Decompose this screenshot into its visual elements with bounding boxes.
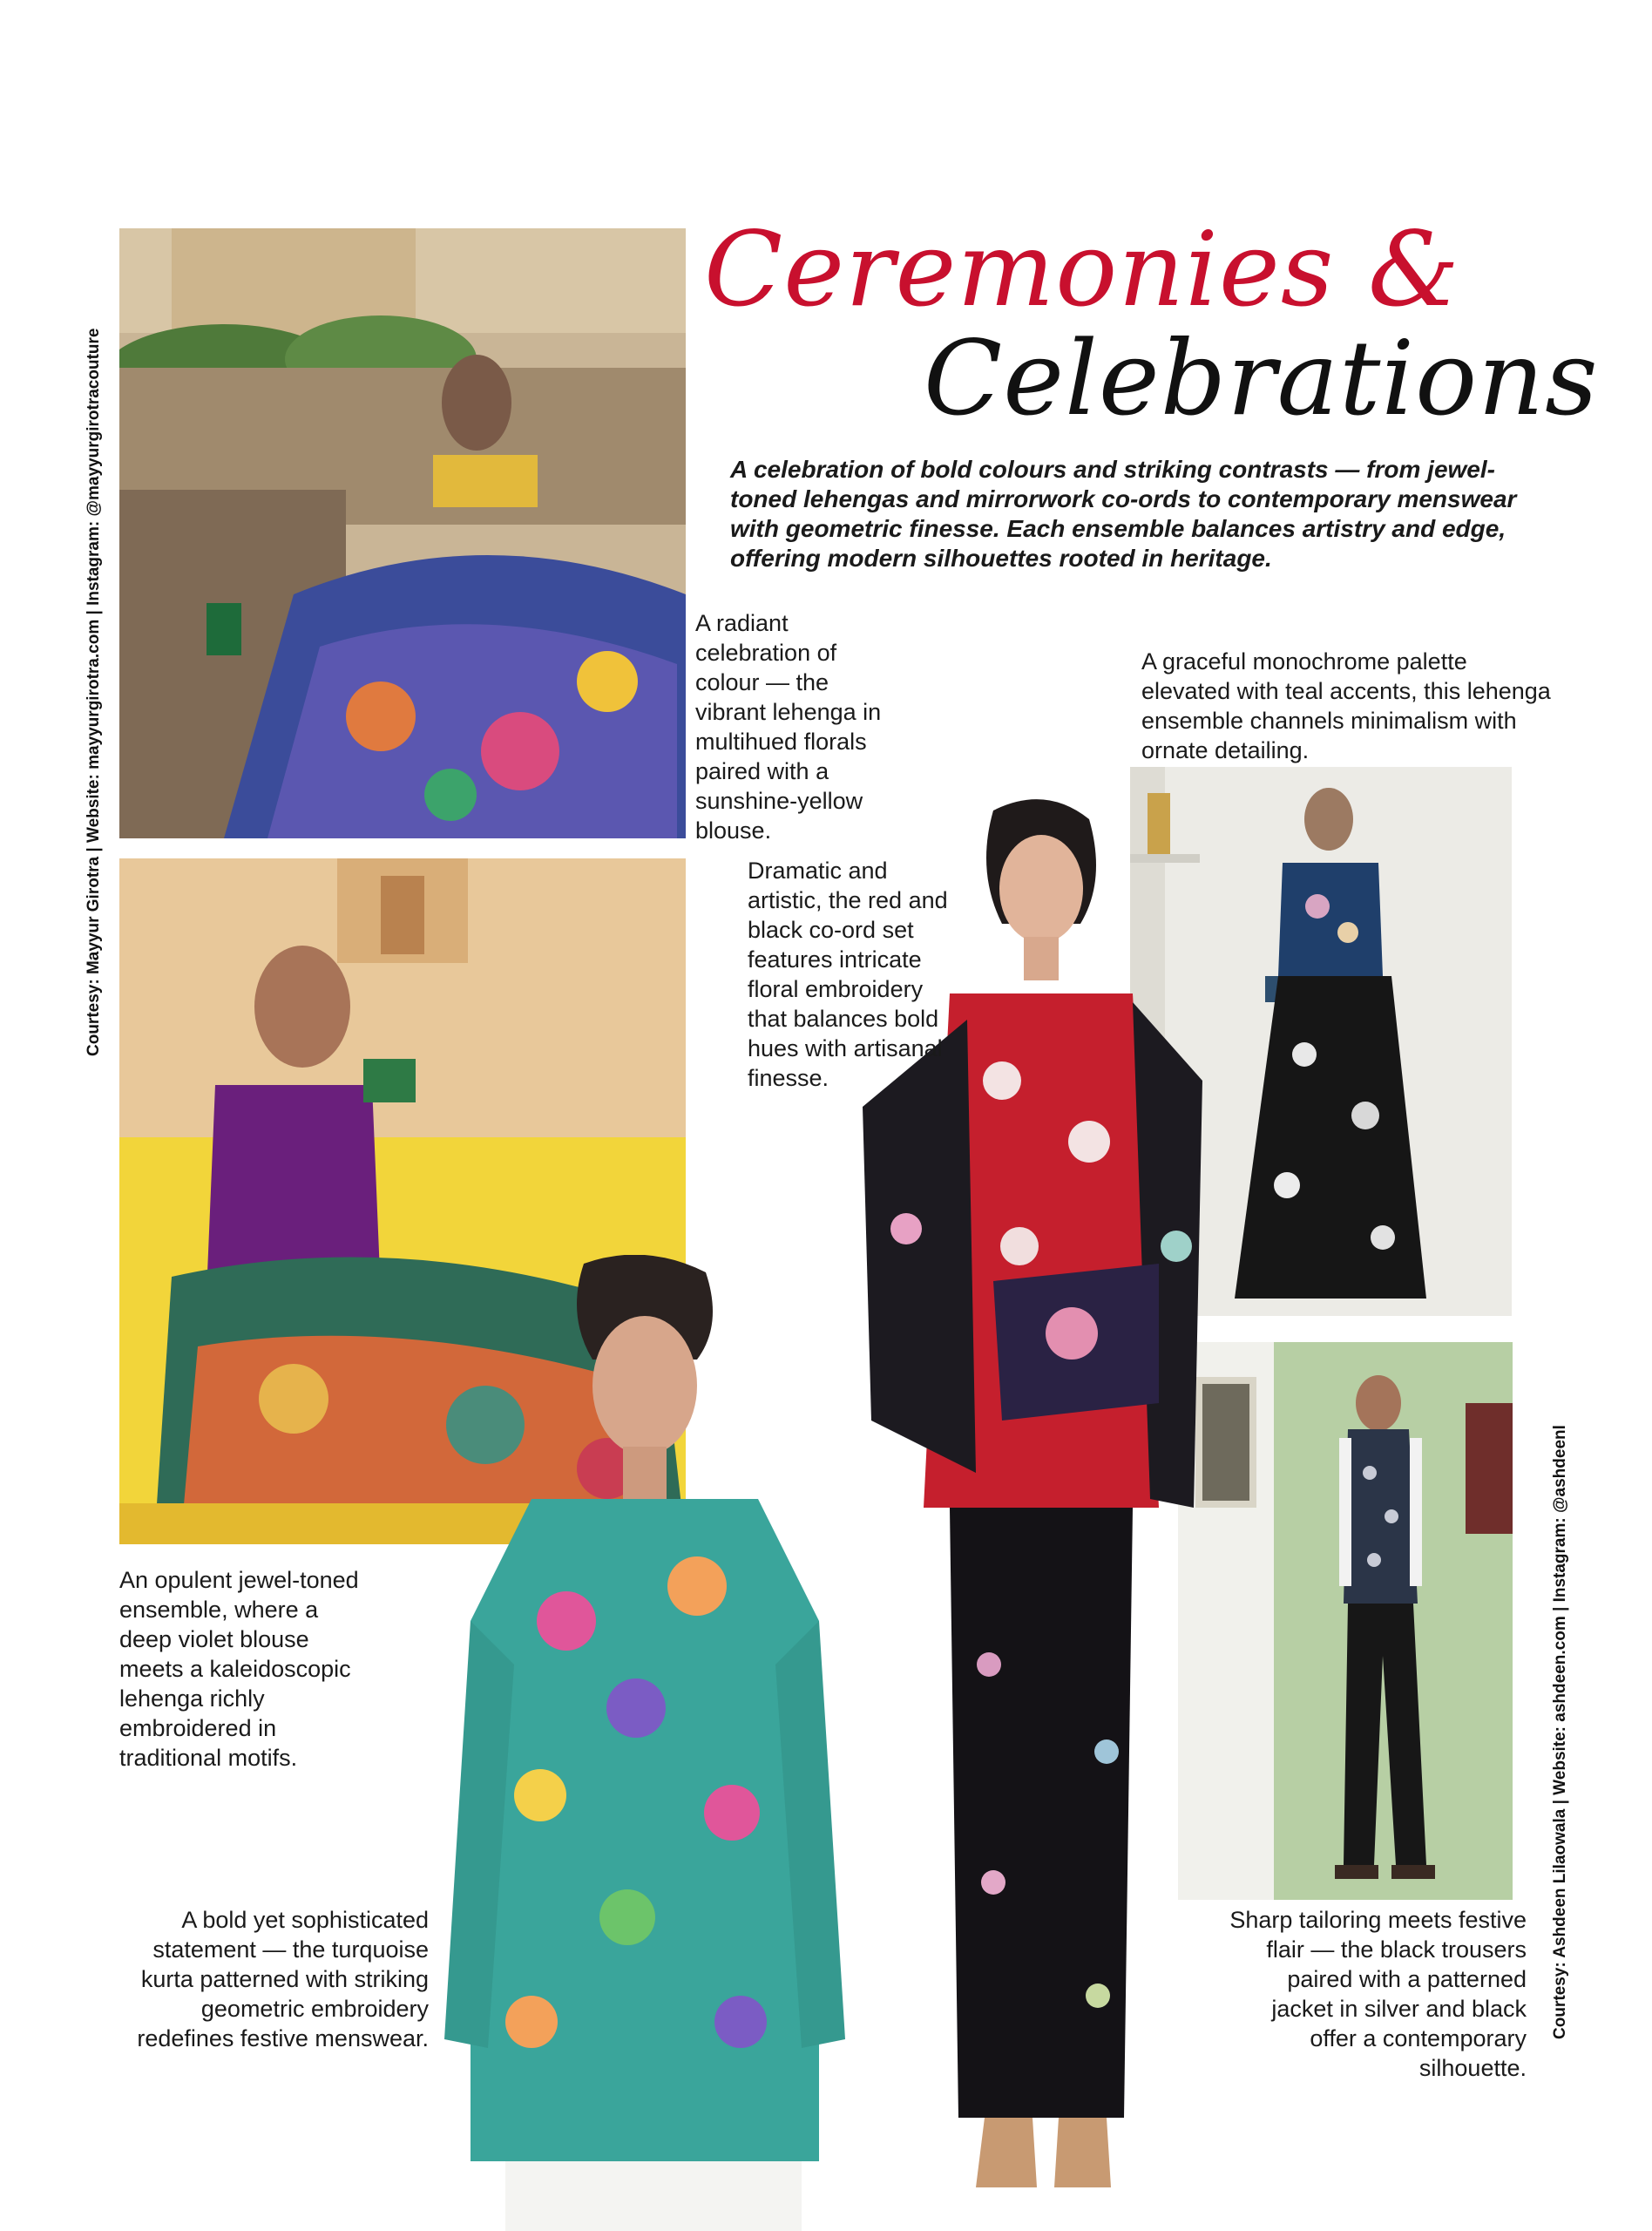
caption-violet-ensemble: An opulent jewel-toned ensemble, where a deep violet blouse meets a kaleidoscopic lehenga richly embroidered in traditional motifs. (119, 1567, 359, 1771)
credit-right: Courtesy: Ashdeen Lilaowala | Website: ashdeen.com | Instagram: @ashdeenl (1551, 1425, 1569, 2039)
photo-turquoise-kurta (436, 1255, 854, 2231)
caption-red-black-coord: Dramatic and artistic, the red and black co-ord set features intricate floral embroidery that balances bold hues with artisanal finesse. (748, 858, 948, 1091)
caption-monochrome: A graceful monochrome palette elevated with teal accents, this lehenga ensemble channels minimalism with ornate detailing. (1141, 648, 1551, 763)
title-line-2: Celebrations (924, 318, 1599, 438)
caption-turquoise-kurta: A bold yet sophisticated statement — the turquoise kurta patterned with striking geometric embroidery redefines festive menswear. (137, 1907, 429, 2051)
caption-yellow-lehenga: A radiant celebration of colour — the vibrant lehenga in multihued florals paired with a sunshine-yellow blouse. (695, 610, 882, 844)
photo-patterned-jacket (1178, 1342, 1513, 1900)
credit-left: Courtesy: Mayyur Girotra | Website: mayyurgirotra.com | Instagram: @mayyurgirotracouture (85, 328, 103, 1056)
caption-sharp-tailoring: Sharp tailoring meets festive flair — the black trousers paired with a patterned jacket in silver and black offer a contemporary silhouette. (1229, 1907, 1527, 2081)
photo-yellow-lehenga (119, 228, 686, 838)
title-line-1: Ceremonies & (704, 209, 1460, 329)
intro-paragraph: A celebration of bold colours and striking contrasts — from jewel-toned lehengas and mirrorwork co-ords to contemporary menswear with geometric finesse. Each ensemble balances artistry and edge, offering modern silhouettes rooted in heritage. (730, 456, 1517, 572)
